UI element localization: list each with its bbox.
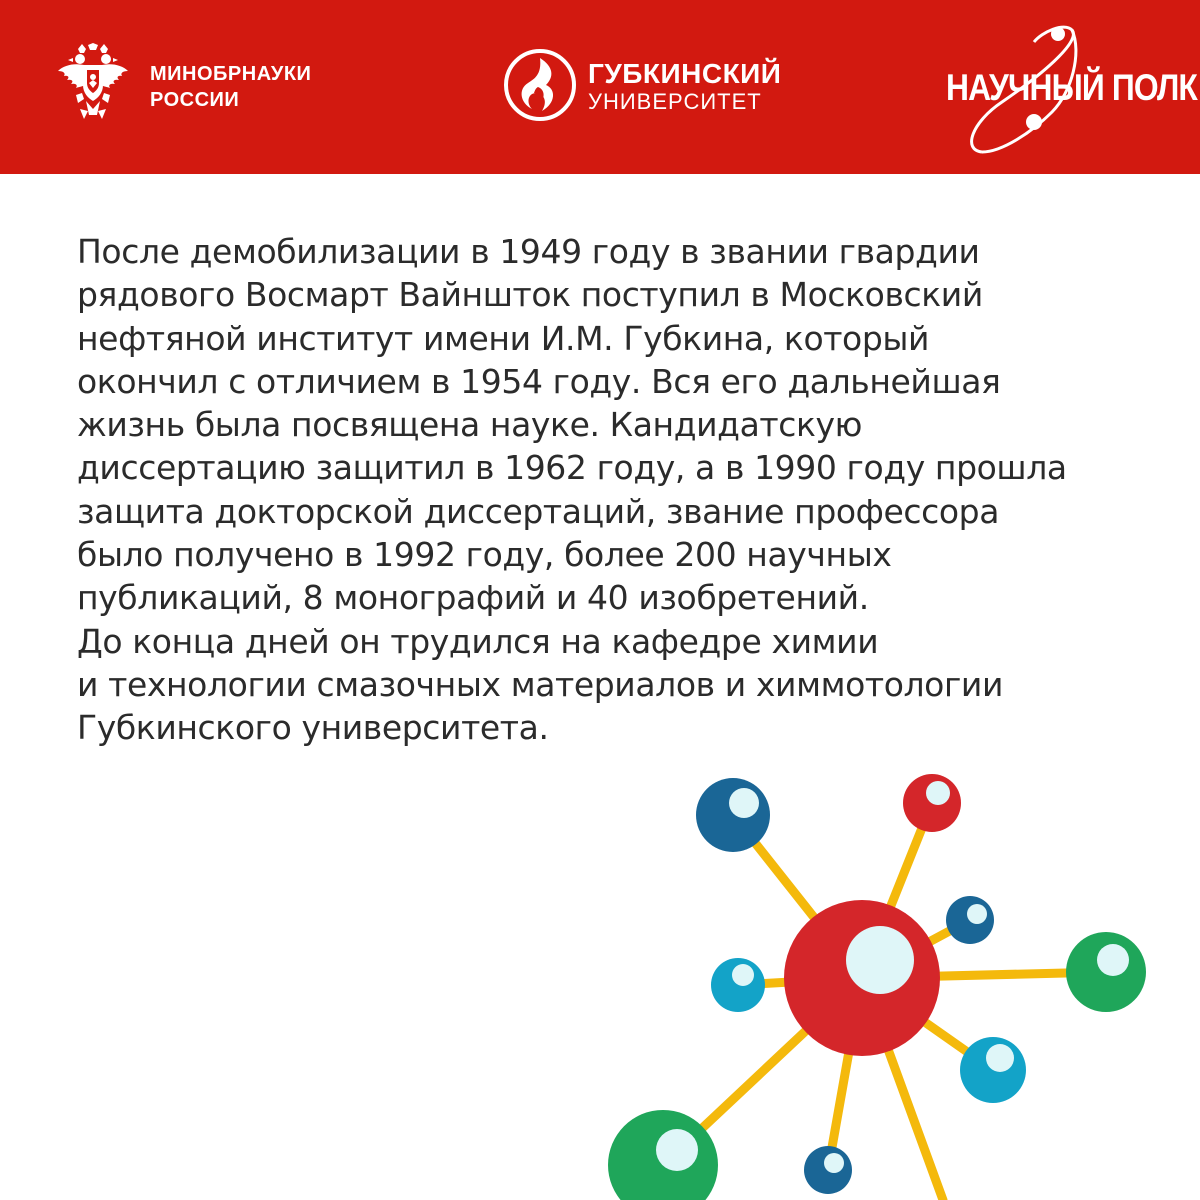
university-name-line-2: УНИВЕРСИТЕТ: [588, 89, 762, 114]
molecule-center-atom: [784, 900, 940, 1056]
molecule-atom: [946, 896, 994, 944]
molecule-atom: [804, 1146, 852, 1194]
article-line: После демобилизации в 1949 году в звании гвардии: [77, 232, 980, 271]
molecule-atom: [711, 958, 765, 1012]
ministry-name-line: МИНОБРНАУКИ: [150, 63, 312, 85]
article-line: окончил с отличием в 1954 году. Вся его дальнейшая: [77, 361, 1001, 401]
molecule-atom: [960, 1037, 1026, 1103]
article-line: рядового Восмарт Вайншток поступил в Московский: [77, 275, 983, 315]
article-line: Губкинского университета.: [77, 708, 549, 748]
molecule-atom: [903, 774, 961, 832]
article-line: диссертацию защитил в 1962 году, а в 1990 году прошла: [77, 448, 1067, 488]
article-line: защита докторской диссертаций, звание профессора: [77, 491, 1000, 531]
article-line: До конца дней он трудился на кафедре химии: [77, 621, 879, 661]
article-line: и технологии смазочных материалов и химмотологии: [77, 664, 1004, 704]
article-line: было получено в 1992 году, более 200 научных: [77, 535, 892, 575]
article-line: жизнь была посвящена науке. Кандидатскую: [77, 405, 863, 445]
molecule-atom: [696, 778, 770, 852]
project-name: НАУЧНЫЙ ПОЛК: [946, 67, 1197, 108]
ministry-name-line: РОССИИ: [150, 89, 240, 111]
university-name-line-1: ГУБКИНСКИЙ: [588, 58, 782, 89]
article-line: публикаций, 8 монографий и 40 изобретений.: [77, 578, 869, 618]
article-line: нефтяной институт имени И.М. Губкина, который: [77, 318, 930, 358]
molecule-atom: [1066, 932, 1146, 1012]
